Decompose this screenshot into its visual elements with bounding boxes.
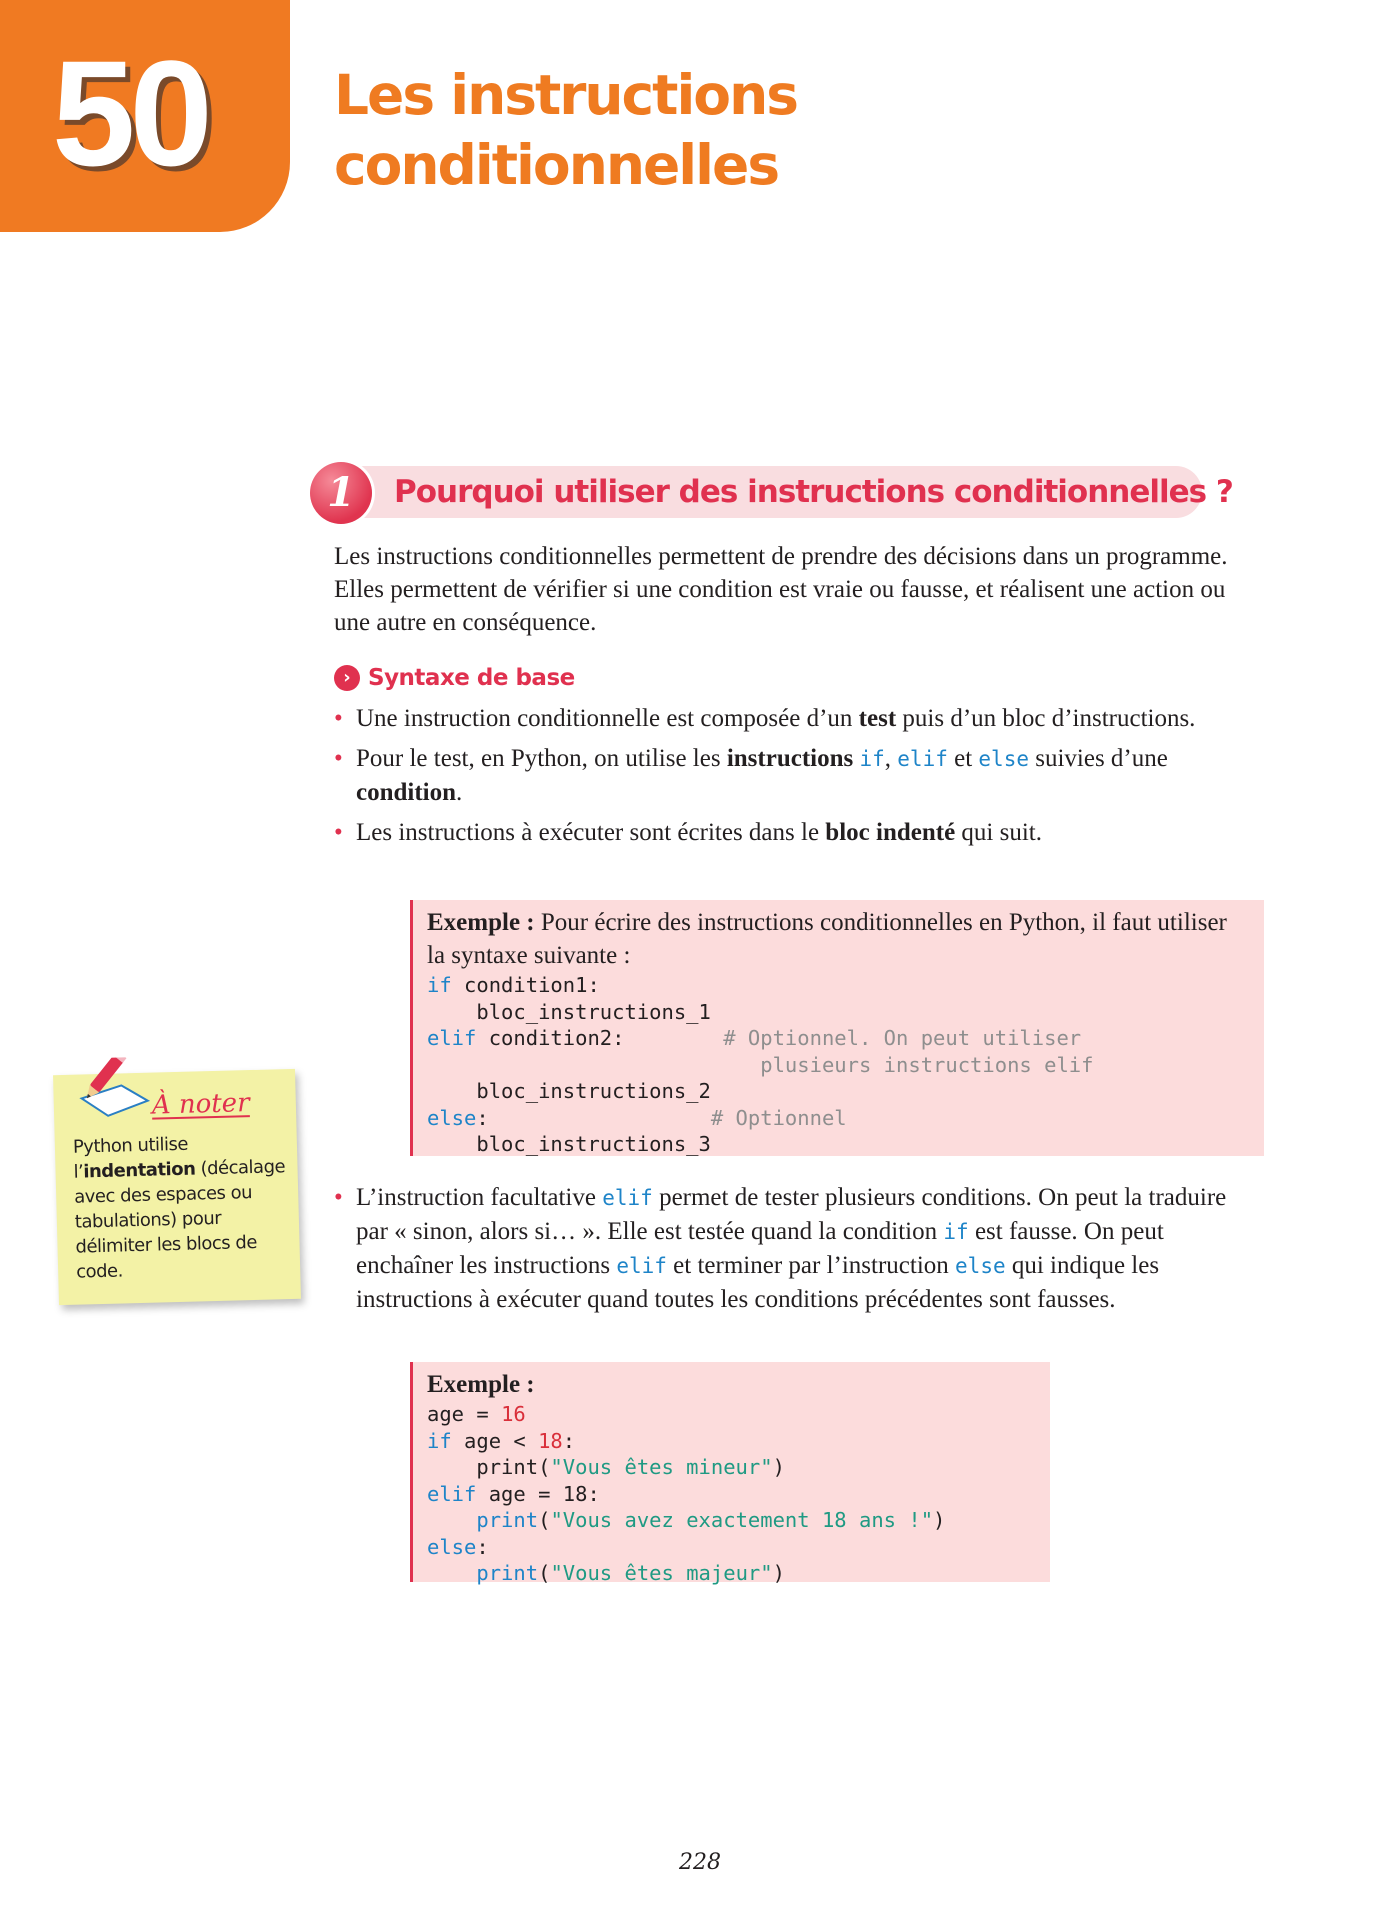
intro-paragraph: Les instructions conditionnelles permettent de prendre des décisions dans un programme. Elles permettent de vérifier si une condition est vraie ou fausse, et réalisent une action ou une autre en conséquence. xyxy=(334,543,1228,636)
code-block xyxy=(427,972,1250,1158)
code-line: elif condition2: # Optionnel. On peut utiliser xyxy=(427,1026,1082,1050)
subheading-label: Syntaxe de base xyxy=(368,665,575,691)
subheading xyxy=(334,660,575,696)
section-number-badge: 1 xyxy=(310,462,372,524)
section-header xyxy=(310,462,1233,520)
syntax-bullet-list xyxy=(334,702,1254,856)
code-line: plusieurs instructions elif xyxy=(735,1052,1094,1077)
note-title: À noter xyxy=(151,1088,250,1121)
code-line: if condition1: xyxy=(427,973,600,997)
example-label: Exemple : xyxy=(427,909,535,936)
example-label: Exemple : xyxy=(427,1371,535,1398)
code-line: print("Vous avez exactement 18 ans !") xyxy=(476,1508,946,1532)
code-line: elif age = 18: xyxy=(427,1481,600,1506)
code-line: print("Vous êtes majeur") xyxy=(476,1561,785,1585)
code-line: bloc_instructions_1 xyxy=(427,999,711,1024)
code-line: else: xyxy=(427,1534,489,1559)
example-intro: Exemple : Pour écrire des instructions conditionnelles en Python, il faut utiliser la syntaxe suivante : xyxy=(427,909,1227,969)
pencil-icon xyxy=(73,1056,165,1120)
list-item: • Une instruction conditionnelle est composée d’un test puis d’un bloc d’instructions. xyxy=(334,702,1254,735)
code-block xyxy=(427,1401,1036,1587)
list-item: • Les instructions à exécuter sont écrites dans le bloc indenté qui suit. xyxy=(334,816,1254,849)
list-item: • Pour le test, en Python, on utilise les instructions if, elif et else suivies d’une condition. xyxy=(334,742,1254,809)
code-line: age = 16 xyxy=(427,1402,526,1426)
sticky-note xyxy=(53,1069,301,1305)
code-line: else: # Optionnel xyxy=(427,1105,847,1130)
code-line: print("Vous êtes mineur") xyxy=(427,1455,785,1479)
chapter-number: 50 xyxy=(52,29,207,197)
code-line: bloc_instructions_2 xyxy=(427,1079,711,1103)
section-title: Pourquoi utiliser des instructions conditionnelles ? xyxy=(394,474,1233,510)
example-box-syntax xyxy=(410,900,1264,1156)
page-title-line-2: conditionnelles xyxy=(334,133,779,197)
code-line: if age < 18: xyxy=(427,1428,576,1453)
elif-bullet-list xyxy=(334,1181,1254,1323)
page-number: 228 xyxy=(679,1850,721,1875)
note-text: Python utilise l’indentation (décalage avec des espaces ou tabulations) pour délimiter les blocs de code. xyxy=(72,1133,286,1283)
example-box-age xyxy=(410,1362,1050,1585)
chapter-tab xyxy=(0,0,290,232)
code-line: bloc_instructions_3 xyxy=(427,1132,711,1156)
chevron-right-icon: › xyxy=(334,665,360,691)
example-intro xyxy=(427,1368,1036,1401)
page-title xyxy=(334,60,797,200)
page-title-line-1: Les instructions xyxy=(334,63,797,127)
list-item: • L’instruction facultative elif permet de tester plusieurs conditions. On peut la traduire par « sinon, alors si… ». Elle est testée quand la condition if est fausse. On peut enchaîner les instructions elif et terminer par l’instruction else qui indique les instructions à exécuter quand toutes les conditions précédentes sont fausses. xyxy=(334,1181,1254,1316)
